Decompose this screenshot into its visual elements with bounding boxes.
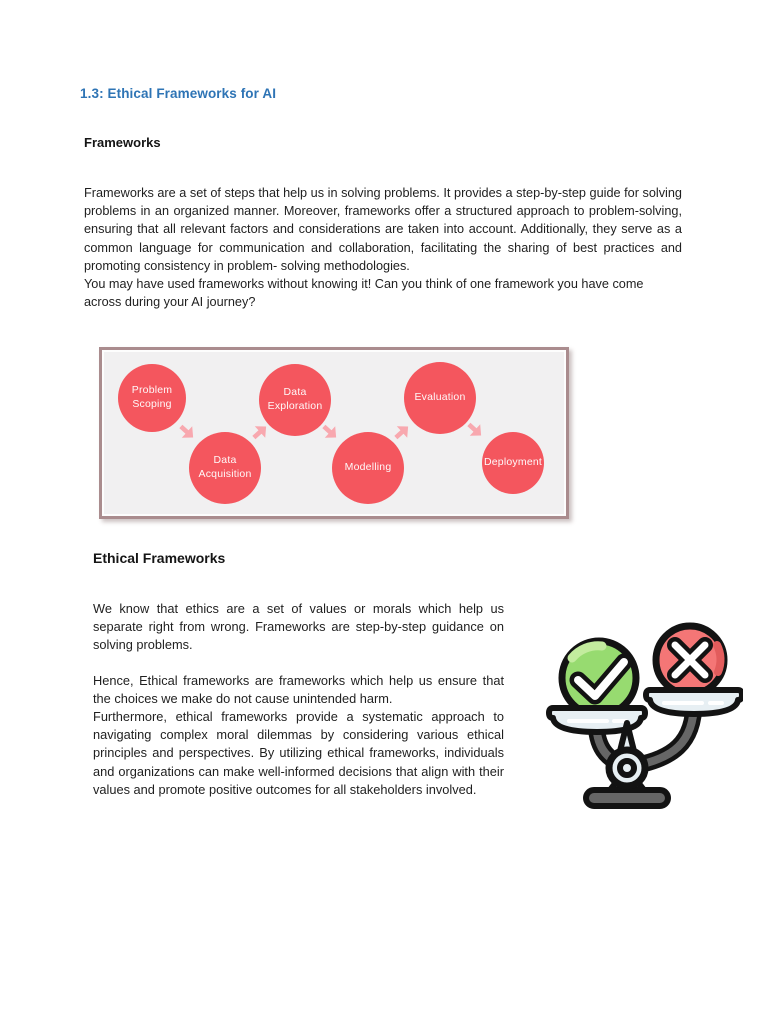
ethical-paragraph-3: Furthermore, ethical frameworks provide a systematic approach to navigating complex moral dilemmas by considering various ethical principles and perspectives. By utilizing ethical frameworks, individuals and organizations can make well-informed decisions that align with their values and promote positive outcomes for all stakeholders involved.: [93, 709, 504, 797]
ethical-frameworks-heading: Ethical Frameworks: [93, 550, 226, 566]
ethical-paragraph-1: We know that ethics are a set of values or morals which help us separate right from wrong. Frameworks are step-by-step guidance on solving problems.: [93, 601, 504, 653]
ethical-text-column: [93, 600, 504, 799]
balance-scale-illustration: [514, 620, 743, 813]
frameworks-text-block: [84, 184, 682, 311]
frameworks-heading: Frameworks: [84, 135, 161, 150]
page-title: 1.3: Ethical Frameworks for AI: [80, 86, 277, 101]
stage-data-exploration: Data Exploration: [259, 364, 331, 436]
ai-project-cycle-diagram: [99, 347, 569, 519]
ethical-paragraph-2: Hence, Ethical frameworks are frameworks which help us ensure that the choices we make do not cause unintended harm.: [93, 672, 504, 706]
frameworks-intro-paragraph: Frameworks are a set of steps that help us in solving problems. It provides a step-by-step guide for solving problems in an organized manner. Moreover, frameworks offer a structured approach to problem-solving, ensuring that all relevant factors and considerations are taken into account. Additionally, they serve as a common language for communication and collaboration, facilitating the sharing of best practices and promoting consistency in problem- solving methodologies.: [84, 186, 682, 273]
right-scale-pan: [646, 690, 742, 714]
cross-icon: [656, 626, 724, 694]
stage-data-acquisition: Data Acquisition: [189, 432, 261, 504]
check-icon: [562, 641, 636, 715]
scale-pivot: [609, 750, 645, 786]
stage-deployment: Deployment: [482, 432, 544, 494]
stage-modelling: Modelling: [332, 432, 404, 504]
stage-problem-scoping: Problem Scoping: [118, 364, 186, 432]
stage-evaluation: Evaluation: [404, 362, 476, 434]
frameworks-question: You may have used frameworks without knowing it! Can you think of one framework you have come across during your AI journey?: [84, 277, 644, 310]
